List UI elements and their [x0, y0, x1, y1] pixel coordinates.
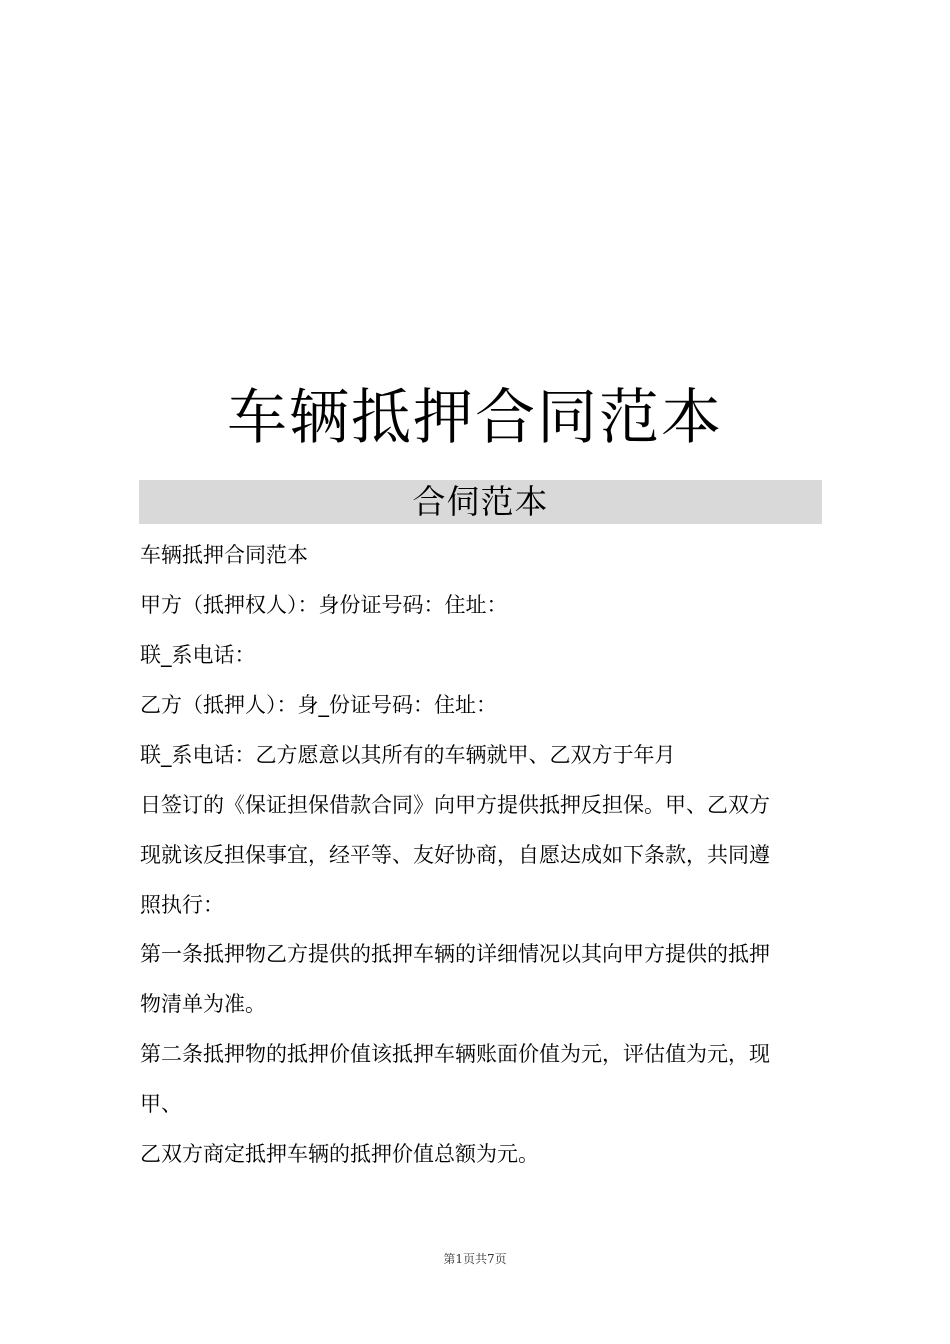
- text-line: 甲、: [140, 1092, 182, 1116]
- text-line: 第一条抵押物乙方提供的抵押车辆的详细情况以其向甲方提供的抵押: [140, 942, 770, 966]
- text-line: 第二条抵押物的抵押价值该抵押车辆账面价值为元，评估值为元，现: [140, 1042, 770, 1066]
- section-banner: 合伺范本: [139, 480, 822, 524]
- text-line: 照执行：: [140, 893, 224, 917]
- text-line: 现就该反担保事宜，经平等、友好协商，自愿达成如下条款，共同遵: [140, 843, 770, 867]
- text-line: 车辆抵押合同范本: [140, 543, 308, 567]
- document-title: 车辆抵押合同范本: [227, 383, 723, 453]
- text-line: 联_系电话：乙方愿意以其所有的车辆就甲、乙双方于年月: [140, 743, 676, 767]
- text-line: 物清单为准。: [140, 992, 266, 1016]
- page-footer: 第1页共7页: [443, 1252, 507, 1266]
- text-line: 联_系电话：: [140, 643, 256, 667]
- text-line: 甲方（抵押权人）：身份证号码：住址：: [140, 593, 508, 617]
- text-line: 日签订的《保证担保借款合同》向甲方提供抵押反担保。甲、乙双方: [140, 793, 770, 817]
- text-line: 乙方（抵押人）：身_份证号码：住址：: [140, 693, 497, 717]
- text-line: 乙双方商定抵押车辆的抵押价值总额为元。: [140, 1142, 539, 1166]
